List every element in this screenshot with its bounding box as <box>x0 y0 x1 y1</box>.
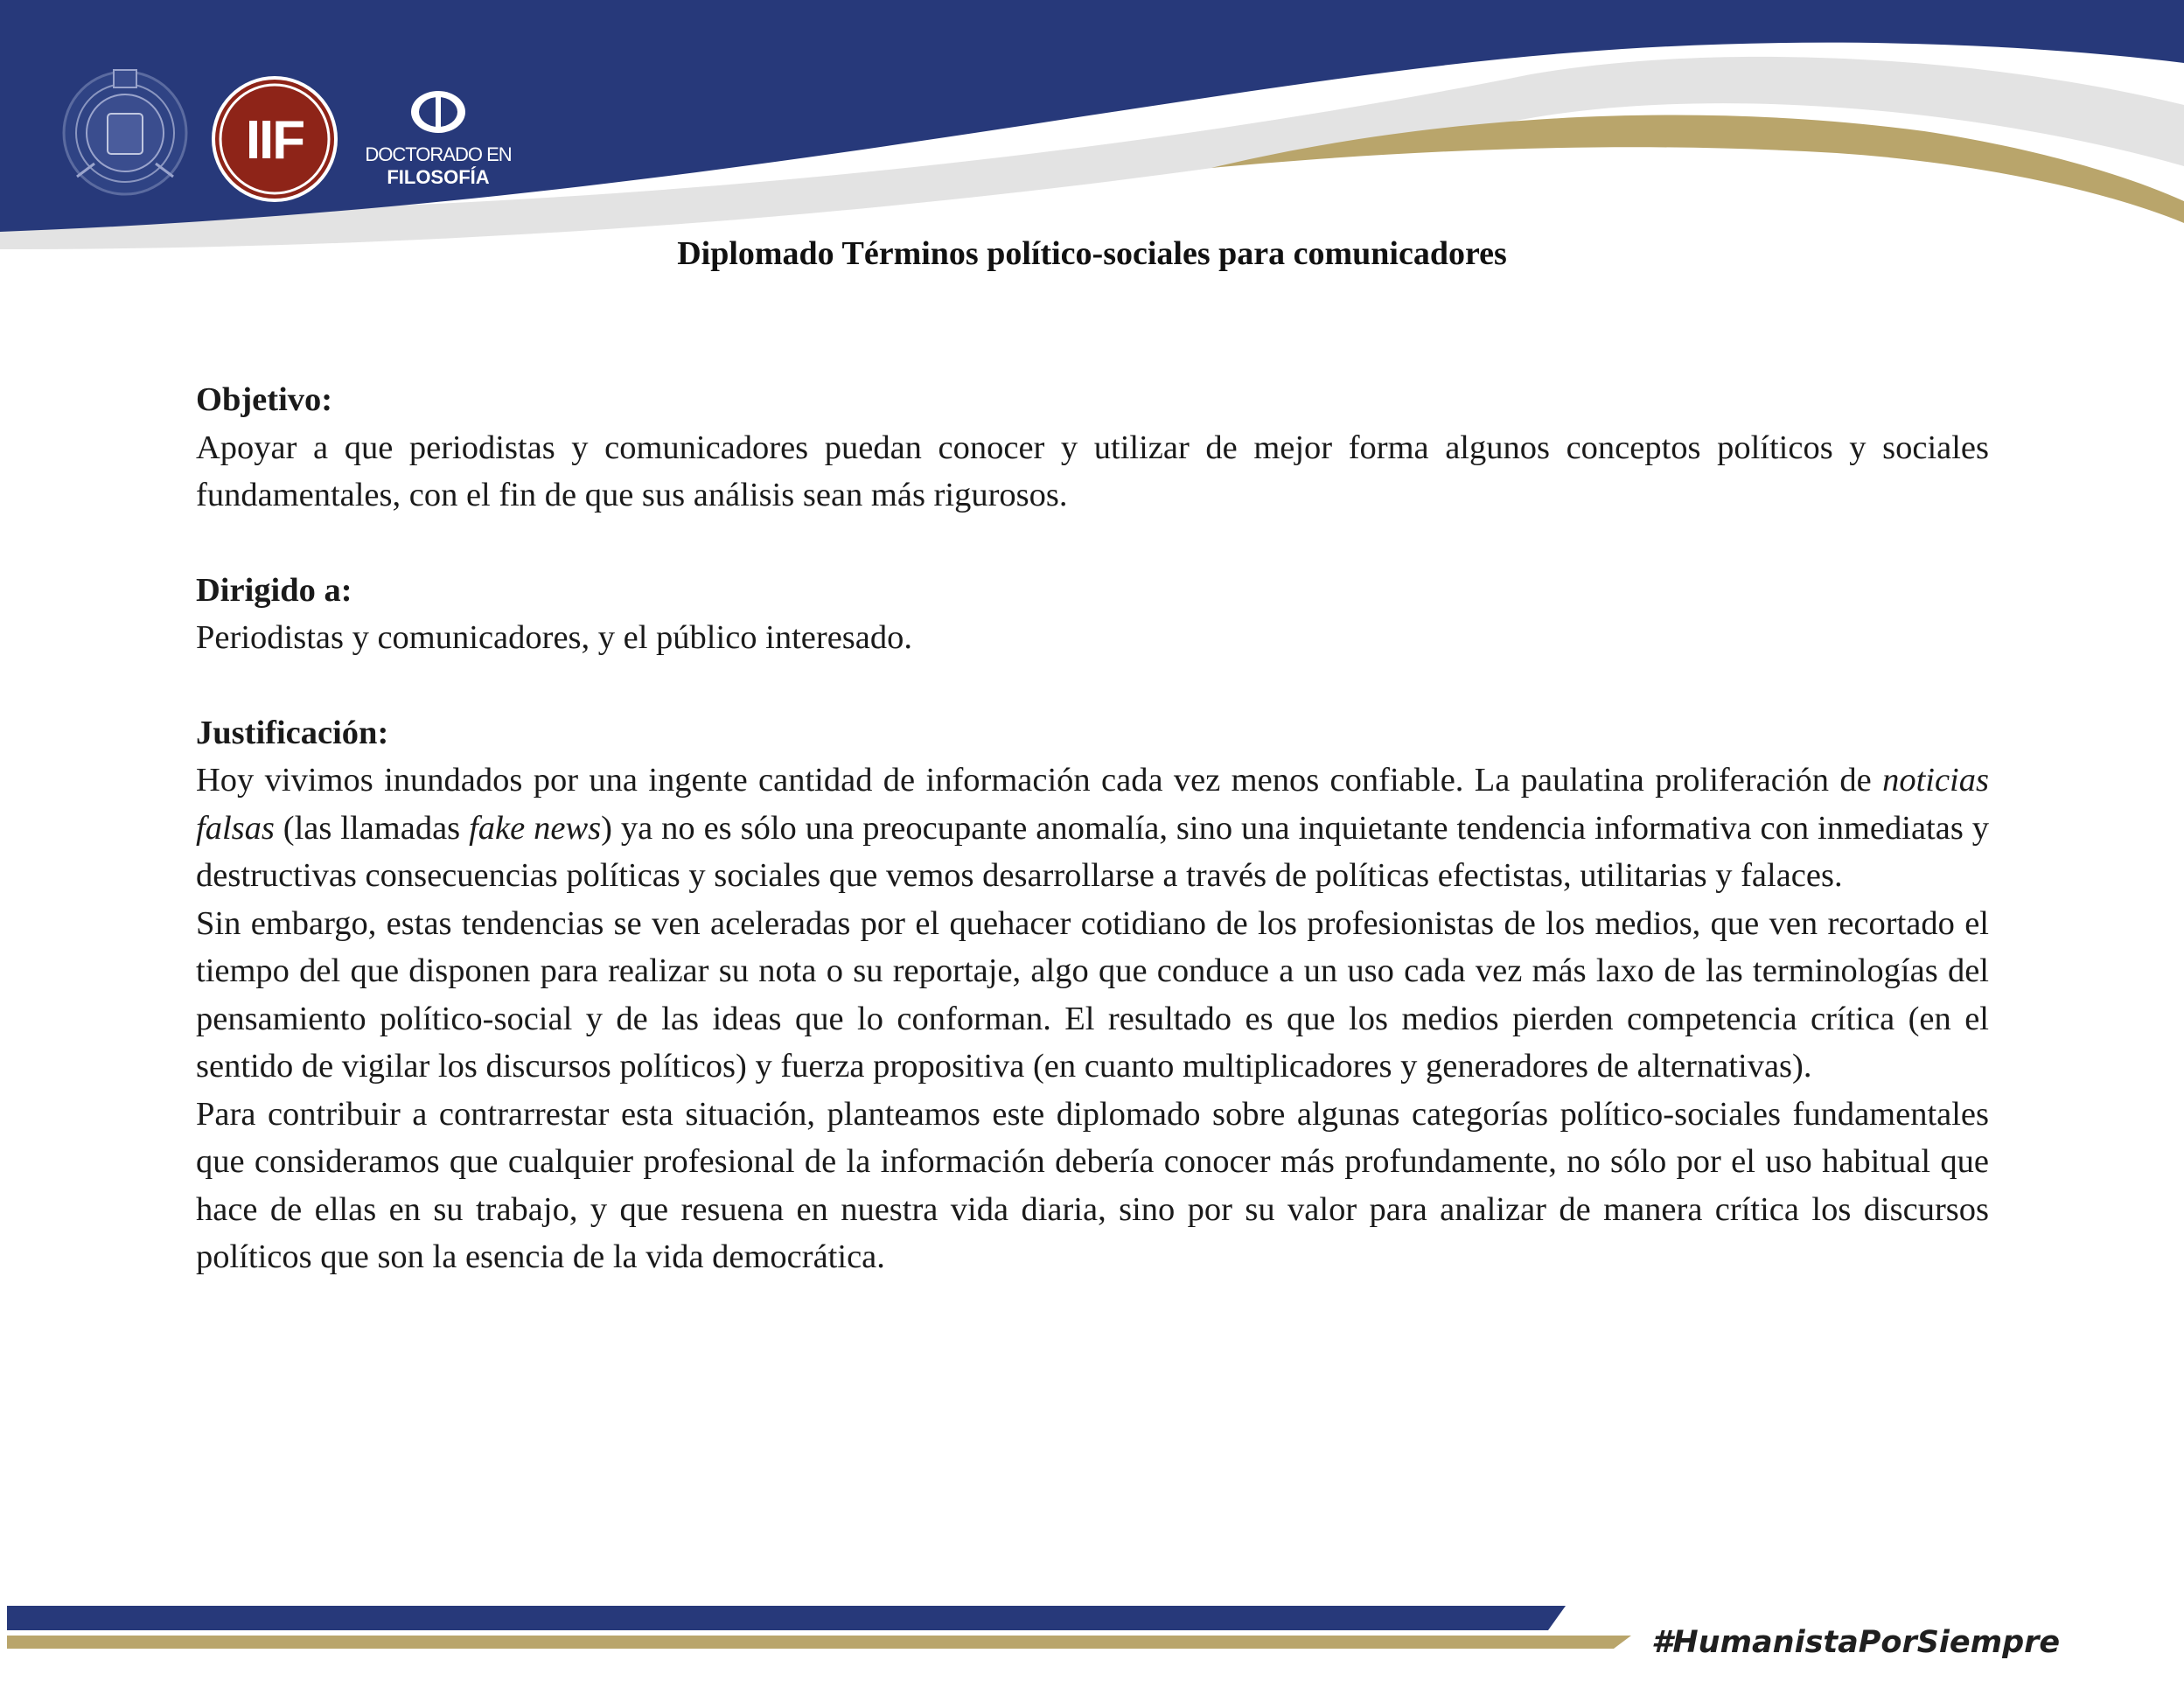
doctorado-filosofia-logo <box>359 80 518 192</box>
footer-gold-band <box>7 1636 1631 1649</box>
dirigido-text: Periodistas y comunicadores, y el público interesado. <box>196 619 912 656</box>
justificacion-heading: Justificación: <box>196 714 389 751</box>
doctorado-logo-line1: DOCTORADO EN <box>365 143 512 165</box>
dirigido-heading: Dirigido a: <box>196 571 352 609</box>
justificacion-p1-part-a: Hoy vivimos inundados por una ingente cantidad de información cada vez menos confiable. La paulatina proliferación de <box>196 762 1883 799</box>
footer-hashtag: #HumanistaPorSiempre <box>1651 1625 2061 1660</box>
fake-news-emphasis: fake news <box>469 809 602 847</box>
iif-logo <box>210 74 339 204</box>
objetivo-heading: Objetivo: <box>196 381 333 418</box>
justificacion-p1-part-c: ) ya no es sólo una preocupante anomalía, sino una inquietante tendencia informativa con inmediatas y destructivas consecuencias políticas y sociales que vemos desarrollarse a través de políticas efectistas, utilitarias y falaces. <box>196 809 1989 894</box>
noticias-falsas-emphasis: noticias falsas <box>196 762 1989 847</box>
objetivo-text: Apoyar a que periodistas y comunicadores puedan conocer y utilizar de mejor forma algunos conceptos políticos y sociales fundamentales, con el fin de que sus análisis sean más rigurosos. <box>196 429 1989 513</box>
justificacion-p1-part-b: (las llamadas <box>274 809 470 847</box>
justificacion-paragraph-2: Sin embargo, estas tendencias se ven aceleradas por el quehacer cotidiano de los profesionistas de los medios, que ven recortado el tiempo del que disponen para realizar su nota o su reportaje, algo que conduce a un uso cada vez más laxo de las terminologías del pensamiento político-social y de las ideas que lo conforman. El resultado es que los medios pierden competencia crítica (en el sentido de vigilar los discursos políticos) y fuerza propositiva (en cuanto multiplicadores y generadores de alternativas). <box>196 904 1989 1085</box>
justificacion-paragraph-3: Para contribuir a contrarrestar esta situación, planteamos este diplomado sobre algunas categorías político-sociales fundamentales que consideramos que cualquier profesional de la información debería conocer más profundamente, no sólo por el uso habitual que hace de ellas en su trabajo, y que resuena en nuestra vida diaria, sino por su valor para analizar de manera crítica los discursos políticos que son la esencia de la vida democrática. <box>196 1095 1989 1275</box>
university-seal-logo <box>59 54 191 203</box>
justificacion-paragraph-1 <box>196 757 1989 900</box>
eye-emblem-icon <box>409 89 467 135</box>
iif-logo-text: IIF <box>245 110 304 171</box>
document-body <box>196 376 1989 1281</box>
footer-navy-band <box>7 1606 1566 1630</box>
document-title: Diplomado Términos político-sociales para comunicadores <box>677 235 1507 272</box>
doctorado-logo-line2: FILOSOFÍA <box>387 166 490 188</box>
